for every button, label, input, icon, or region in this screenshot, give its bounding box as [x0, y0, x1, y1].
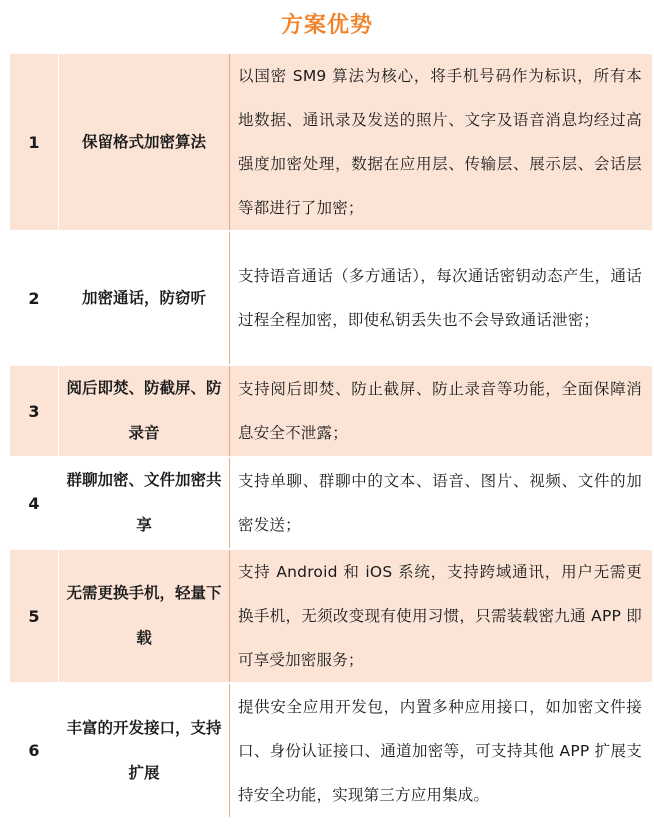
row-description: 支持阅后即焚、防止截屏、防止录音等功能，全面保障消息安全不泄露； — [230, 365, 653, 457]
row-feature-name: 无需更换手机，轻量下载 — [59, 549, 230, 683]
row-description: 以国密 SM9 算法为核心，将手机号码作为标识，所有本地数据、通讯录及发送的照片、文字及语音消息均经过高强度加密处理，数据在应用层、传输层、展示层、会话层等都进行了加密； — [230, 53, 653, 231]
row-feature-name: 阅后即焚、防截屏、防录音 — [59, 365, 230, 457]
row-description: 支持语音通话（多方通话），每次通话密钥动态产生，通话过程全程加密，即使私钥丢失也不会导致通话泄密； — [230, 231, 653, 365]
table-row — [10, 549, 652, 683]
row-feature-name: 保留格式加密算法 — [59, 53, 230, 231]
row-feature-name: 加密通话，防窃听 — [59, 231, 230, 365]
table-row — [10, 231, 652, 365]
row-number: 2 — [10, 231, 59, 365]
row-number: 4 — [10, 457, 59, 549]
row-number: 3 — [10, 365, 59, 457]
table-row — [10, 457, 652, 549]
table-row — [10, 683, 652, 818]
page-title: 方案优势 — [280, 13, 373, 38]
row-description: 提供安全应用开发包，内置多种应用接口，如加密文件接口、身份认证接口、通道加密等，可支持其他 APP 扩展支持安全功能，实现第三方应用集成。 — [230, 683, 653, 818]
table-row — [10, 365, 652, 457]
row-number: 5 — [10, 549, 59, 683]
row-description: 支持 Android 和 iOS 系统，支持跨域通讯，用户无需更换手机，无须改变现有使用习惯，只需装载密九通 APP 即可享受加密服务； — [230, 549, 653, 683]
row-description: 支持单聊、群聊中的文本、语音、图片、视频、文件的加密发送； — [230, 457, 653, 549]
row-feature-name: 丰富的开发接口，支持扩展 — [59, 683, 230, 818]
row-number: 1 — [10, 53, 59, 231]
row-feature-name: 群聊加密、文件加密共享 — [59, 457, 230, 549]
advantages-table — [10, 52, 652, 819]
row-number: 6 — [10, 683, 59, 818]
table-row — [10, 53, 652, 231]
